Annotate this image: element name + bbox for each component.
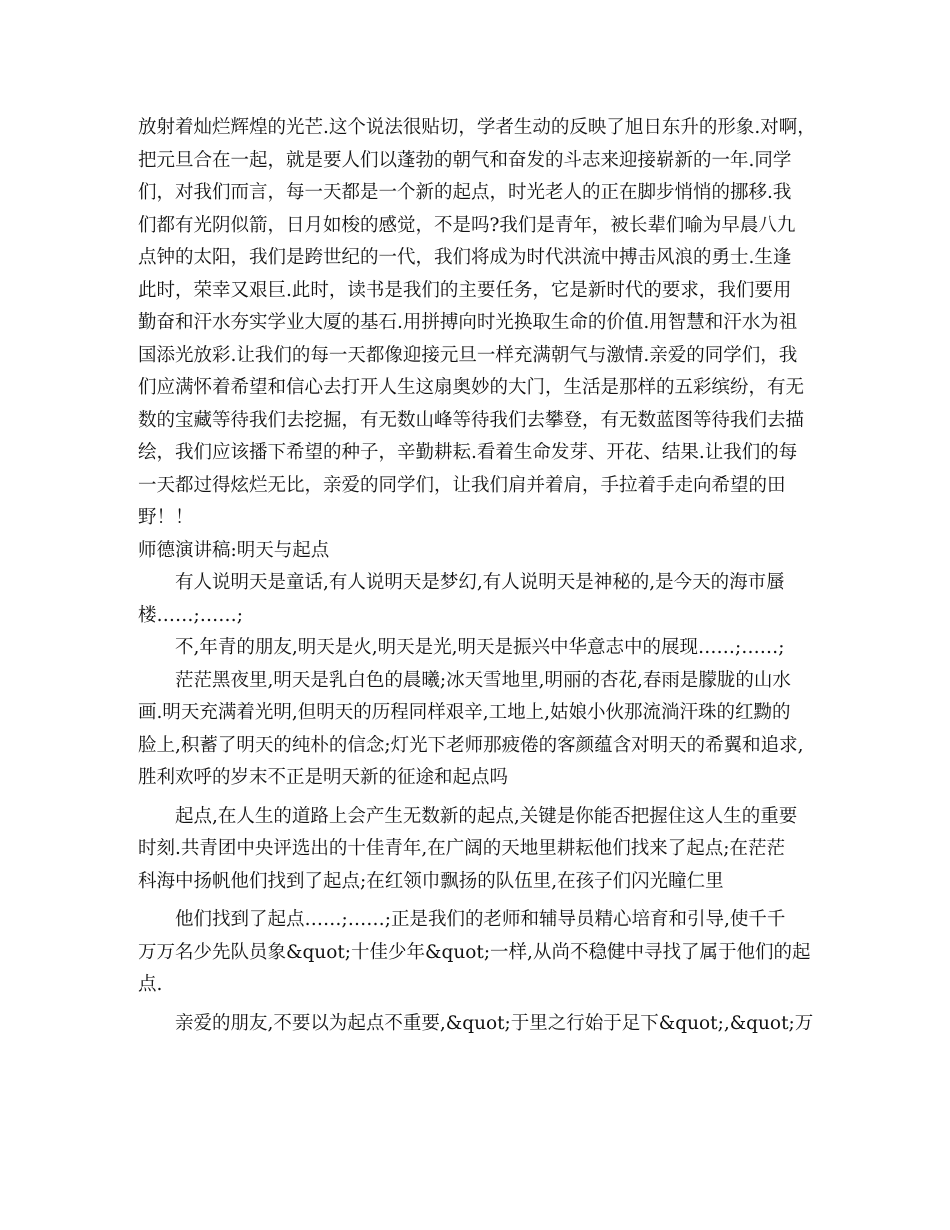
text-line: 野！！ <box>138 507 194 528</box>
text-line: 绘，我们应该播下希望的种子，辛勤耕耘.看着生命发芽、开花、结果.让我们的每 <box>138 442 798 463</box>
text-line: 画.明天充满着光明,但明天的历程同样艰辛,工地上,姑娘小伙那流淌汗珠的红黝的 <box>138 702 791 723</box>
text-line: 万万名少先队员象&quot;十佳少年&quot;一样,从尚不稳健中寻找了属于他们的起 <box>138 941 811 963</box>
text-line: 有人说明天是童话,有人说明天是梦幻,有人说明天是神秘的,是今天的海市蜃 <box>175 572 785 593</box>
text-line: 数的宝藏等待我们去挖掘，有无数山峰等待我们去攀登，有无数蓝图等待我们去描 <box>138 409 805 431</box>
text-line: 点. <box>138 974 163 995</box>
text-line: 胜利欢呼的岁末不正是明天新的征途和起点吗 <box>138 767 509 788</box>
document-page <box>138 112 838 1040</box>
text-line: 一天都过得炫烂无比，亲爱的同学们，让我们肩并着肩，手拉着手走向希望的田 <box>138 474 786 496</box>
text-line: 此时，荣幸又艰巨.此时，读书是我们的主要任务，它是新时代的要求，我们要用 <box>138 279 792 301</box>
text-line: 们都有光阴似箭，日月如梭的感觉，不是吗?我们是青年，被长辈们喻为早晨八九 <box>138 214 796 236</box>
text-line: 起点,在人生的道路上会产生无数新的起点,关键是你能否把握住这人生的重要 <box>175 805 798 827</box>
text-line: 国添光放彩.让我们的每一天都像迎接元旦一样充满朝气与激情.亲爱的同学们，我 <box>138 344 798 366</box>
text-line: 放射着灿烂辉煌的光芒.这个说法很贴切，学者生动的反映了旭日东升的形象.对啊， <box>138 117 816 138</box>
text-line: 脸上,积蓄了明天的纯朴的信念;灯光下老师那疲倦的客颜蕴含对明天的希翼和追求, <box>138 734 804 756</box>
text-line: 时刻.共青团中央评选出的十佳青年,在广阔的天地里耕耘他们找来了起点;在茫茫 <box>138 838 785 859</box>
text-line: 点钟的太阳，我们是跨世纪的一代，我们将成为时代洪流中搏击风浪的勇士.生逢 <box>138 247 792 268</box>
text-line: 勤奋和汗水夯实学业大厦的基石.用拼搏向时光换取生命的价值.用智慧和汗水为祖 <box>138 312 798 333</box>
text-line: 亲爱的朋友,不要以为起点不重要,&quot;于里之行始于足下&quot;,&quot;万 <box>175 1012 814 1034</box>
text-line: 们，对我们而言，每一天都是一个新的起点，时光老人的正在脚步悄悄的挪移.我 <box>138 182 792 203</box>
text-line: 科海中扬帆他们找到了起点;在红领巾飘扬的队伍里,在孩子们闪光瞳仁里 <box>138 870 724 892</box>
text-line: 们应满怀着希望和信心去打开人生这扇奥妙的大门，生活是那样的五彩缤纷，有无 <box>138 377 805 398</box>
text-line: 把元旦合在一起，就是要人们以蓬勃的朝气和奋发的斗志来迎接崭新的一年.同学 <box>138 149 792 171</box>
section-heading: 师德演讲稿:明天与起点 <box>138 539 330 561</box>
text-line: 他们找到了起点……;……;正是我们的老师和辅导员精心培育和引导,使千千 <box>175 909 786 930</box>
text-line: 不,年青的朋友,明天是火,明天是光,明天是振兴中华意志中的展现……;……; <box>175 637 785 658</box>
text-line: 茫茫黑夜里,明天是乳白色的晨曦;冰天雪地里,明丽的杏花,春雨是朦胧的山水 <box>175 669 791 691</box>
text-line: 楼……;……; <box>138 604 243 626</box>
